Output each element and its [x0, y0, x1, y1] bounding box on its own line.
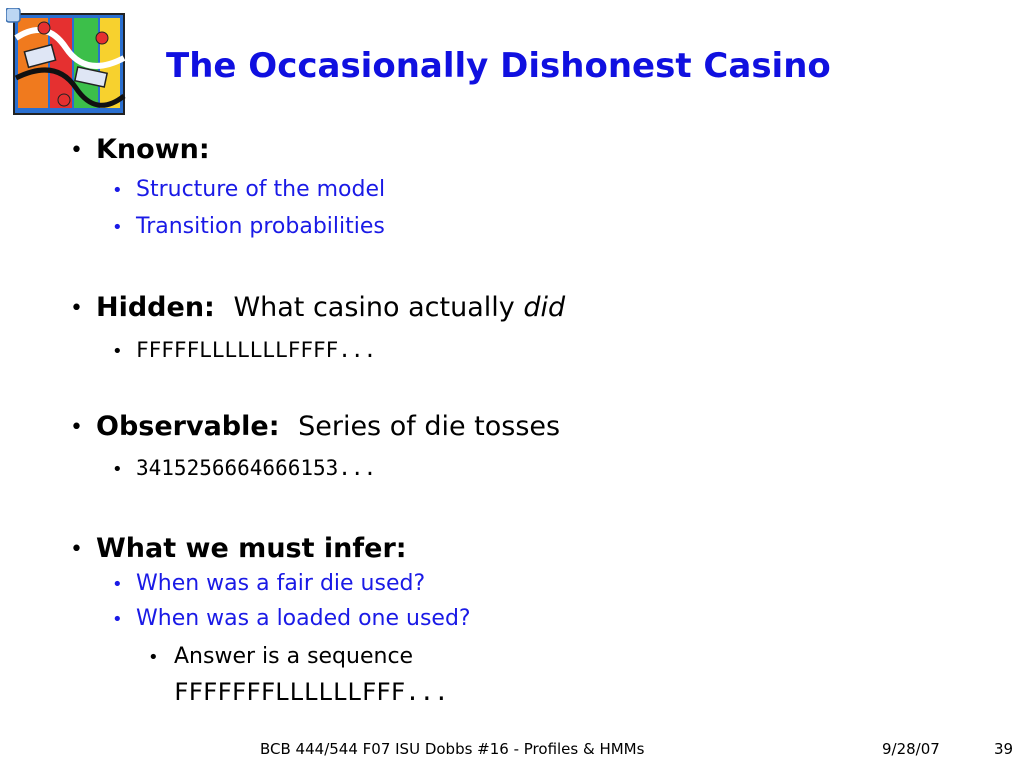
- casino-clipart-icon: [6, 8, 128, 116]
- footer-date: 9/28/07: [882, 740, 940, 758]
- hidden-text: What casino actually: [233, 292, 524, 323]
- infer-answer-line1: Answer is a sequence: [174, 644, 414, 669]
- hidden-label: Hidden:: [96, 292, 215, 323]
- observable-label: Observable:: [96, 411, 280, 442]
- infer-answer-sequence: [174, 678, 449, 706]
- bullet-dot: •: [70, 138, 83, 163]
- bullet-known: [70, 134, 210, 165]
- observable-example: [112, 456, 377, 481]
- bullet-dot: •: [148, 647, 159, 668]
- bullet-dot: •: [112, 609, 123, 630]
- infer-item-loaded: [112, 606, 471, 631]
- bullet-dot: •: [112, 217, 123, 238]
- bullet-dot: •: [70, 415, 83, 440]
- bullet-dot: •: [70, 296, 83, 321]
- infer-label: What we must infer:: [96, 533, 407, 564]
- known-item-transitions: [112, 214, 385, 239]
- known-label: Known:: [96, 134, 210, 165]
- footer-course: BCB 444/544 F07 ISU Dobbs #16 - Profiles & HMMs: [260, 740, 645, 758]
- infer-item-text: When was a fair die used?: [136, 571, 426, 596]
- slide-title: The Occasionally Dishonest Casino: [166, 46, 831, 86]
- footer-page-number: 39: [994, 740, 1014, 758]
- known-item-text: Transition probabilities: [136, 214, 385, 239]
- bullet-dot: •: [70, 537, 83, 562]
- bullet-dot: •: [112, 180, 123, 201]
- bullet-dot: •: [112, 574, 123, 595]
- bullet-hidden: [70, 292, 566, 323]
- infer-item-text: When was a loaded one used?: [136, 606, 471, 631]
- bullet-infer: [70, 533, 407, 564]
- observable-example-text: 3415256664666153...: [136, 456, 377, 480]
- bullet-dot: •: [112, 459, 123, 480]
- hidden-example: [112, 338, 377, 363]
- hidden-text-emph: did: [523, 292, 566, 323]
- bullet-observable: [70, 411, 561, 442]
- infer-answer: [148, 644, 414, 669]
- infer-answer-line2: FFFFFFFLLLLLLFFF...: [174, 678, 449, 706]
- known-item-text: Structure of the model: [136, 177, 386, 202]
- hidden-example-text: FFFFFLLLLLLLFFFF...: [136, 338, 377, 362]
- known-item-structure: [112, 177, 386, 202]
- bullet-dot: •: [112, 341, 123, 362]
- observable-text: Series of die tosses: [298, 411, 561, 442]
- infer-item-fair: [112, 571, 426, 596]
